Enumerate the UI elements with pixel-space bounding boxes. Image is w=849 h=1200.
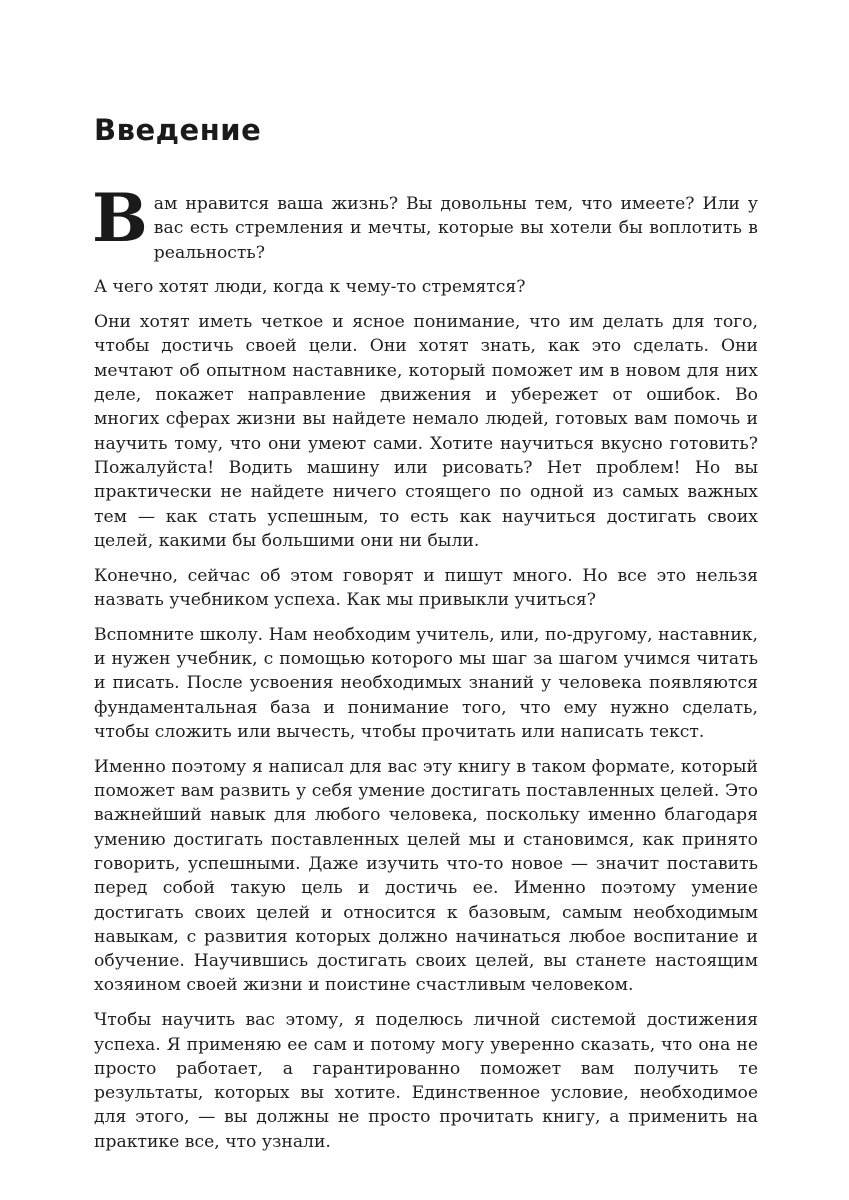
- intro-paragraph-text: ам нравится ваша жизнь? Вы довольны тем, что имеете? Или у вас есть стремления и мечты, которые вы хотели бы воплотить в реальность?: [153, 194, 758, 263]
- drop-cap: В: [92, 179, 148, 257]
- paragraph: Конечно, сейчас об этом говорят и пишут много. Но все это нельзя назвать учебником успеха. Как мы привыкли учиться?: [94, 565, 758, 610]
- paragraph: Чтобы научить вас этому, я поделюсь личной системой достижения успеха. Я применяю ее сам и потому могу уверенно сказать, что она не просто работает, а гарантированно поможет вам получить те результаты, которых вы хотите. Единственное условие, необходимое для этого, — вы должны не просто прочитать книгу, а применить на практике все, что узнали.: [94, 1010, 758, 1152]
- paragraph: Именно поэтому я написал для вас эту книгу в таком формате, который поможет вам развить у себя умение достигать поставленных целей. Это важнейший навык для любого человека, поскольку именно благодаря умению достигать поставленных целей мы и становимся, как принято говорить, успешными. Даже изучить что-то новое — значит поставить перед собой такую цель и достичь ее. Именно поэтому умение достигать своих целей и относится к базовым, самым необходимым навыкам, с развития которых должно начинаться любое воспитание и обучение. Научившись достигать своих целей, вы станете настоящим хозяином своей жизни и поистине счастливым человеком.: [94, 756, 758, 996]
- paragraph: Они хотят иметь четкое и ясное понимание, что им делать для того, чтобы достичь своей цели. Они хотят знать, как это сделать. Они мечтают об опытном наставнике, который поможет им в новом для них деле, покажет направление движения и убережет от ошибок. Во многих сферах жизни вы найдете немало людей, готовых вам помочь и научить тому, что они умеют сами. Хотите научиться вкусно готовить? Пожалуйста! Водить машину или рисовать? Нет проблем! Но вы практически не найдете ничего стоящего по одной из самых важных тем — как стать успешным, то есть как научиться достигать своих целей, какими бы большими они ни были.: [94, 312, 758, 551]
- paragraph: Вспомните школу. Нам необходим учитель, или, по-другому, наставник, и нужен учебник, с помощью которого мы шаг за шагом учимся читать и писать. После усвоения необходимых знаний у человека появляются фундаментальная база и понимание того, что ему нужно сделать, чтобы сложить или вычесть, чтобы прочитать или написать текст.: [94, 624, 758, 742]
- paragraph: А чего хотят люди, когда к чему-то стремятся?: [94, 277, 526, 298]
- intro-paragraph: [92, 179, 758, 265]
- chapter-title: Введение: [94, 113, 262, 147]
- body-text: [92, 179, 758, 1164]
